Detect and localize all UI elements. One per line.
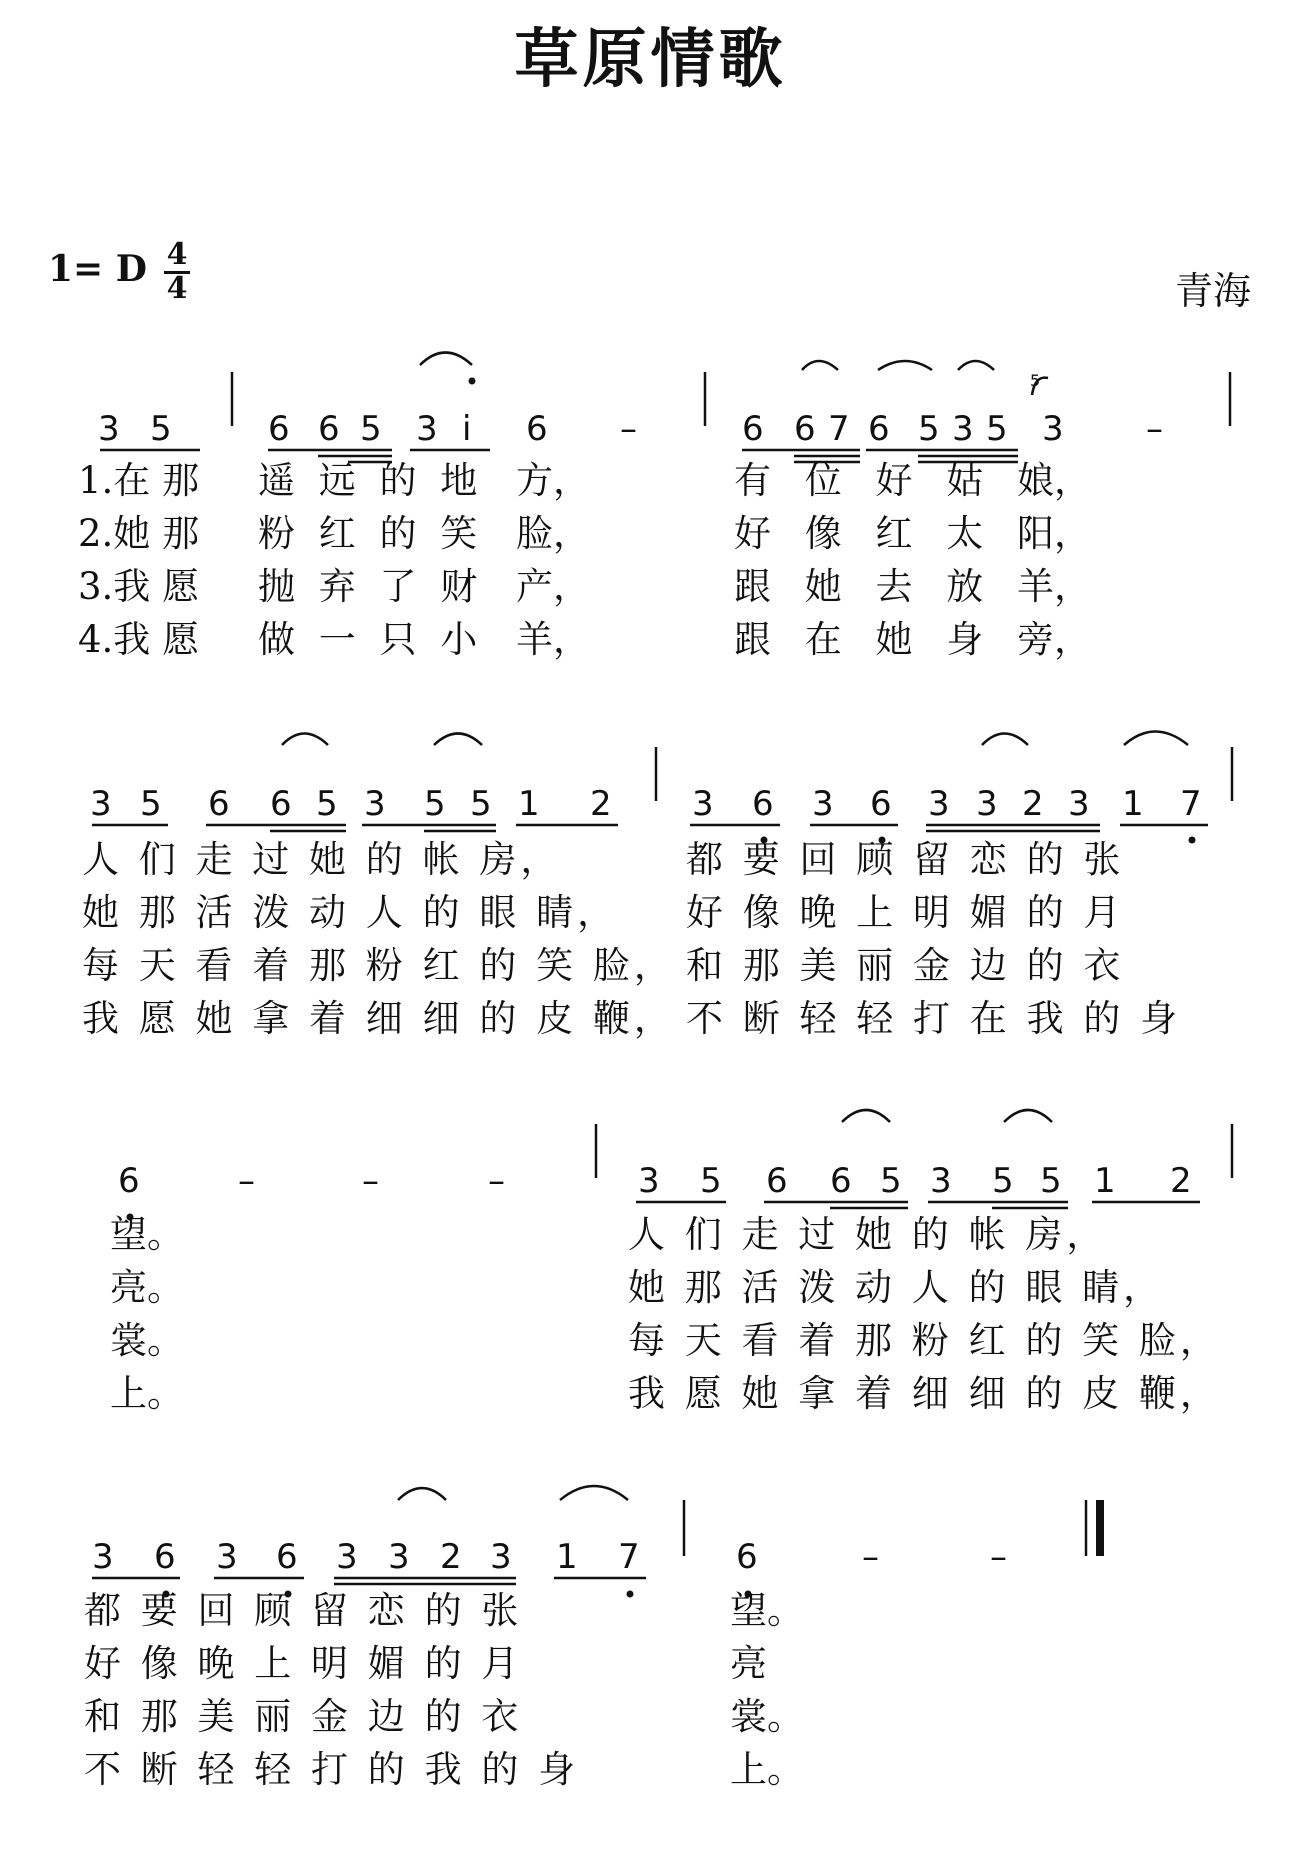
note: 3: [98, 409, 120, 449]
lyric-line: 人 们 走 过 她 的 帐 房，: [82, 838, 562, 881]
lyric-line: 我 愿 她 拿 着 细 细 的 皮 鞭，: [628, 1372, 1221, 1415]
note: 6: [766, 1161, 788, 1201]
note: 7: [1180, 784, 1202, 824]
note: 3: [1042, 409, 1064, 449]
note: 1: [1094, 1161, 1116, 1201]
note: 5: [918, 409, 940, 449]
lyric-line: 望。: [730, 1589, 804, 1632]
note: 6: [870, 784, 892, 824]
lyric-line: 每 天 看 着 那 粉 红 的 笑 脸，: [82, 944, 675, 987]
note: 6: [736, 1537, 758, 1577]
note: 6: [742, 409, 764, 449]
note: 7: [828, 409, 850, 449]
note: 6: [154, 1537, 176, 1577]
note: 3: [490, 1537, 512, 1577]
lyric-line: 产，: [516, 565, 590, 608]
note: 6: [276, 1537, 298, 1577]
note: 6: [118, 1161, 140, 1201]
lyric-line: 都 要 回 顾 留 恋 的 张: [686, 838, 1125, 881]
note: 3: [812, 784, 834, 824]
lyric-line: 1.在 那: [78, 459, 200, 502]
note: 5: [880, 1161, 902, 1201]
note: –: [862, 1537, 879, 1577]
note: 2: [1022, 784, 1044, 824]
note: 3: [388, 1537, 410, 1577]
note: –: [990, 1537, 1007, 1577]
note: 3: [364, 784, 386, 824]
lyric-line: 亮: [730, 1642, 767, 1685]
time-signature-bottom: 4: [166, 271, 188, 306]
note: 2: [590, 784, 612, 824]
time-signature-top: 4: [166, 237, 188, 272]
lyric-line: 好 像 红 太 阳，: [734, 512, 1092, 555]
lyric-line: 不 断 轻 轻 打 的 我 的 身: [84, 1748, 580, 1791]
lyric-line: 亮。: [110, 1266, 184, 1309]
lyric-line: 脸，: [516, 512, 590, 555]
lyric-line: 她 那 活 泼 动 人 的 眼 睛，: [628, 1266, 1165, 1309]
note: 5: [1040, 1161, 1062, 1201]
note-row-4: [92, 1537, 1007, 1577]
lyric-block-b: [730, 1584, 804, 1796]
note: 3: [692, 784, 714, 824]
lyric-line: 3.我 愿: [78, 565, 200, 608]
lyric-line: 和 那 美 丽 金 边 的 衣: [686, 944, 1125, 987]
note: 6: [752, 784, 774, 824]
lyric-line: 有 位 好 姑 娘，: [734, 459, 1092, 502]
region-label: 青海: [1174, 269, 1251, 313]
note: 3: [90, 784, 112, 824]
lyric-line: 和 那 美 丽 金 边 的 衣: [84, 1695, 523, 1738]
note: 6: [794, 409, 816, 449]
key-signature: 1= D: [48, 248, 147, 290]
lyric-line: 方，: [516, 459, 590, 502]
note: 3: [1068, 784, 1090, 824]
note: 5: [470, 784, 492, 824]
lyric-line: 好 像 晚 上 明 媚 的 月: [84, 1642, 523, 1685]
note: 3: [976, 784, 998, 824]
note: 6: [270, 784, 292, 824]
note: 6: [318, 409, 340, 449]
note: i: [462, 409, 472, 449]
note: 6: [868, 409, 890, 449]
note: 5: [140, 784, 162, 824]
lyric-line: 4.我 愿: [78, 618, 200, 661]
lyric-line: 跟 她 去 放 羊，: [734, 565, 1092, 608]
lyric-line: 不 断 轻 轻 打 在 我 的 身: [686, 997, 1182, 1040]
note: 5: [424, 784, 446, 824]
note: 5: [700, 1161, 722, 1201]
lyric-block-a: [84, 1584, 579, 1796]
note: 5: [986, 409, 1008, 449]
lyric-line: 人 们 走 过 她 的 帐 房，: [628, 1213, 1108, 1256]
note: –: [1146, 409, 1163, 449]
lyric-line: 2.她 那: [78, 512, 200, 555]
note: 1: [1122, 784, 1144, 824]
note: 6: [268, 409, 290, 449]
note: 3: [930, 1161, 952, 1201]
lyric-line: 做 一 只 小: [258, 618, 484, 661]
note: 3: [928, 784, 950, 824]
lyric-line: 好 像 晚 上 明 媚 的 月: [686, 891, 1125, 934]
note: 3: [336, 1537, 358, 1577]
note: –: [238, 1161, 255, 1201]
note: 3: [952, 409, 974, 449]
note: 5: [360, 409, 382, 449]
lyric-line: 裳。: [110, 1319, 184, 1362]
lyric-line: 裳。: [730, 1695, 804, 1738]
lyric-line: 遥 远 的 地: [258, 459, 484, 502]
lyric-line: 跟 在 她 身 旁，: [734, 618, 1092, 661]
note: 6: [830, 1161, 852, 1201]
note: –: [362, 1161, 379, 1201]
note: –: [488, 1161, 505, 1201]
note: 3: [416, 409, 438, 449]
lyric-line: 她 那 活 泼 动 人 的 眼 睛，: [82, 891, 619, 934]
lyric-line: 羊，: [516, 618, 590, 661]
lyric-line: 望。: [110, 1213, 184, 1256]
note: 6: [208, 784, 230, 824]
lyric-line: 上。: [110, 1372, 184, 1415]
note: 3: [638, 1161, 660, 1201]
note: 3: [216, 1537, 238, 1577]
note: 6: [526, 409, 548, 449]
note: 2: [440, 1537, 462, 1577]
grace-note: 5: [1030, 371, 1041, 390]
lyric-line: 粉 红 的 笑: [258, 512, 484, 555]
lyric-line: 我 愿 她 拿 着 细 细 的 皮 鞭，: [82, 997, 675, 1040]
lyric-line: 每 天 看 着 那 粉 红 的 笑 脸，: [628, 1319, 1221, 1362]
note: 3: [92, 1537, 114, 1577]
note: 2: [1170, 1161, 1192, 1201]
lyric-line: 抛 弃 了 财: [258, 565, 484, 608]
note: 1: [518, 784, 540, 824]
note: 5: [992, 1161, 1014, 1201]
note: 5: [150, 409, 172, 449]
lyric-line: 都 要 回 顾 留 恋 的 张: [84, 1589, 523, 1632]
note: 1: [556, 1537, 578, 1577]
lyric-line: 上。: [730, 1748, 804, 1791]
note: –: [620, 409, 637, 449]
page-title: 草原情歌: [514, 23, 787, 97]
note: 7: [618, 1537, 640, 1577]
note: 5: [316, 784, 338, 824]
